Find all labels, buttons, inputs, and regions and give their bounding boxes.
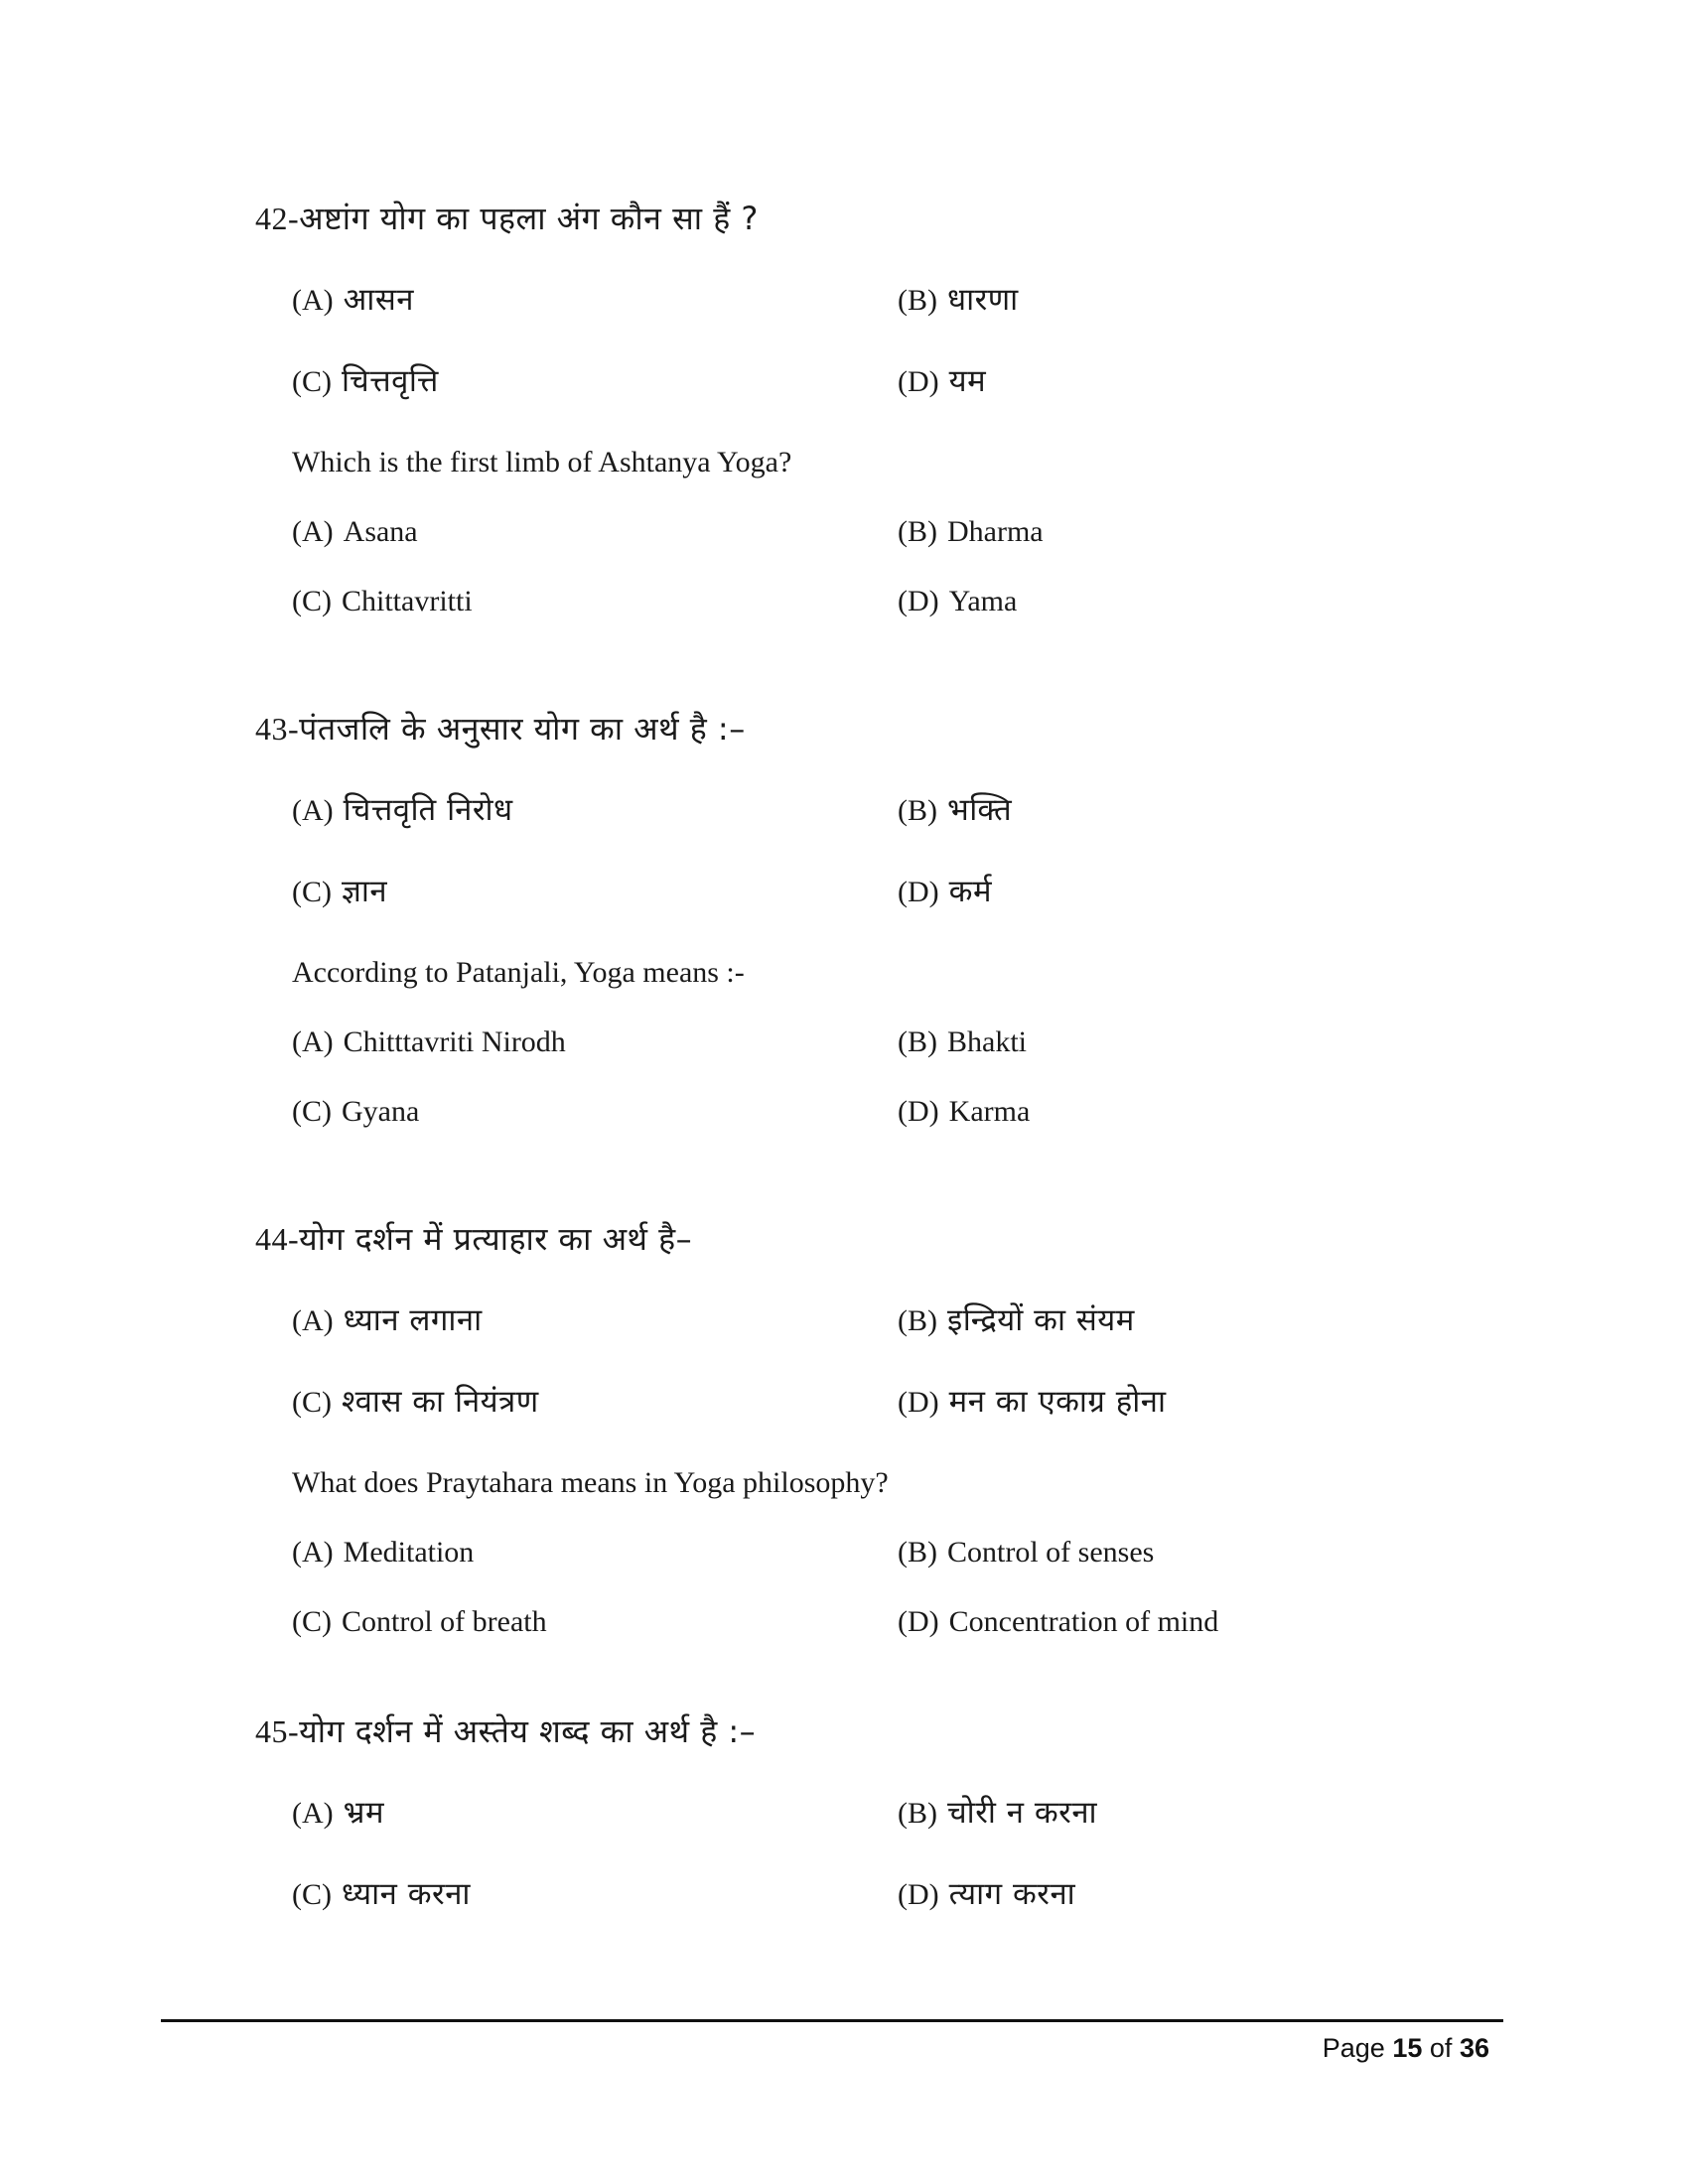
option-a-english: [292, 1023, 566, 1062]
hindi-options-row-1: [255, 280, 1427, 361]
option-letter: (A): [292, 284, 334, 317]
option-d-hindi: [898, 1382, 1167, 1423]
option-c-english: [292, 1092, 419, 1132]
option-b-english: [898, 1533, 1154, 1572]
option-text: चोरी न करना: [947, 1795, 1098, 1831]
option-text: भ्रम: [343, 1795, 384, 1831]
hindi-options-row-2: [255, 1382, 1427, 1463]
option-letter: (C): [292, 1605, 332, 1638]
english-options-row-2: [255, 1092, 1427, 1161]
option-text: श्वास का नियंत्रण: [342, 1384, 539, 1420]
question-number: 45-: [255, 1713, 300, 1749]
option-b-english: [898, 1023, 1027, 1062]
option-letter: (C): [292, 1386, 332, 1419]
english-options-row-2: [255, 1602, 1427, 1672]
option-c-hindi: [292, 361, 439, 402]
option-letter: (A): [292, 1797, 334, 1830]
option-letter: (C): [292, 365, 332, 398]
option-text: इन्द्रियों का संयम: [947, 1302, 1135, 1338]
english-options-row-2: [255, 582, 1427, 651]
question-text-hindi: योग दर्शन में प्रत्याहार का अर्थ है–: [299, 1220, 693, 1258]
option-letter: (A): [292, 1025, 334, 1058]
option-d-hindi: [898, 361, 986, 402]
option-d-english: [898, 1602, 1218, 1642]
option-letter: (C): [292, 1095, 332, 1128]
question-hindi: [255, 1219, 1427, 1300]
question-number: 44-: [255, 1221, 300, 1257]
option-text: Yama: [948, 585, 1018, 617]
question-number: 42-: [255, 201, 300, 236]
option-letter: (B): [898, 515, 937, 548]
option-a-hindi: [292, 1300, 483, 1341]
option-letter: (B): [898, 284, 937, 317]
option-b-hindi: [898, 1793, 1097, 1834]
hindi-options-row-2: [255, 1874, 1427, 1956]
option-a-english: [292, 512, 418, 552]
hindi-options-row-1: [255, 1793, 1427, 1874]
page-label: Page: [1322, 2033, 1385, 2063]
option-letter: (B): [898, 1025, 937, 1058]
option-letter: (B): [898, 1536, 937, 1569]
question-text-english: According to Patanjali, Yoga means :-: [292, 956, 745, 989]
question-number: 43-: [255, 711, 300, 747]
hindi-options-row-1: [255, 1300, 1427, 1382]
option-d-english: [898, 582, 1017, 621]
option-letter: (A): [292, 1304, 334, 1337]
option-letter: (D): [898, 365, 939, 398]
question-text-hindi: अष्टांग योग का पहला अंग कौन सा हैं ?: [299, 200, 759, 237]
option-text: कर्म: [948, 874, 993, 909]
option-text: Bhakti: [947, 1025, 1027, 1058]
hindi-options-row-2: [255, 872, 1427, 953]
option-letter: (C): [292, 1878, 332, 1911]
question-43: [255, 709, 1427, 1161]
option-text: ध्यान लगाना: [343, 1302, 483, 1338]
question-hindi: [255, 199, 1427, 280]
option-b-hindi: [898, 790, 1012, 831]
option-b-hindi: [898, 1300, 1135, 1341]
of-label: of: [1429, 2033, 1453, 2063]
option-text: Gyana: [342, 1095, 420, 1128]
option-c-hindi: [292, 1874, 471, 1915]
option-letter: (D): [898, 1605, 939, 1638]
option-text: मन का एकाग्र होना: [948, 1384, 1167, 1420]
option-a-english: [292, 1533, 474, 1572]
option-text: Chitttavriti Nirodh: [343, 1025, 566, 1058]
question-44: [255, 1219, 1427, 1672]
option-d-hindi: [898, 1874, 1075, 1915]
option-letter: (D): [898, 1878, 939, 1911]
option-text: ज्ञान: [342, 874, 388, 909]
option-b-english: [898, 512, 1044, 552]
option-c-hindi: [292, 1382, 539, 1423]
option-text: Asana: [343, 515, 418, 548]
footer-divider: [161, 2019, 1503, 2022]
option-text: भक्ति: [947, 792, 1013, 828]
option-a-hindi: [292, 790, 513, 831]
option-letter: (D): [898, 1095, 939, 1128]
question-45: [255, 1711, 1427, 1956]
option-text: त्याग करना: [948, 1876, 1076, 1912]
option-letter: (A): [292, 794, 334, 827]
option-text: यम: [948, 363, 987, 399]
page-number: [1323, 2033, 1489, 2064]
current-page: 15: [1392, 2033, 1423, 2063]
option-text: चित्तवृत्ति: [342, 363, 439, 399]
option-text: चित्तवृति निरोध: [343, 792, 513, 828]
english-options-row-1: [255, 512, 1427, 582]
option-text: Concentration of mind: [948, 1605, 1219, 1638]
option-text: Karma: [948, 1095, 1031, 1128]
option-text: आसन: [343, 282, 414, 318]
option-text: Control of senses: [947, 1536, 1155, 1569]
total-pages: 36: [1459, 2033, 1489, 2063]
option-text: Control of breath: [342, 1605, 547, 1638]
option-text: धारणा: [947, 282, 1019, 318]
option-b-hindi: [898, 280, 1019, 321]
option-a-hindi: [292, 280, 414, 321]
option-letter: (B): [898, 1304, 937, 1337]
option-d-hindi: [898, 872, 992, 912]
option-letter: (D): [898, 876, 939, 908]
option-letter: (D): [898, 1386, 939, 1419]
option-c-hindi: [292, 872, 387, 912]
option-letter: (D): [898, 585, 939, 617]
question-hindi: [255, 709, 1427, 790]
option-c-english: [292, 582, 473, 621]
question-hindi: [255, 1711, 1427, 1793]
question-text-hindi: पंतजलि के अनुसार योग का अर्थ है :–: [299, 710, 746, 748]
question-42: [255, 199, 1427, 651]
question-text-english: Which is the first limb of Ashtanya Yoga?: [292, 446, 792, 478]
english-options-row-1: [255, 1533, 1427, 1602]
option-letter: (B): [898, 794, 937, 827]
english-options-row-1: [255, 1023, 1427, 1092]
question-text-english: What does Praytahara means in Yoga philosophy?: [292, 1466, 889, 1499]
option-letter: (B): [898, 1797, 937, 1830]
option-text: Meditation: [343, 1536, 475, 1569]
option-letter: (C): [292, 876, 332, 908]
option-text: Dharma: [947, 515, 1044, 548]
option-letter: (A): [292, 515, 334, 548]
hindi-options-row-2: [255, 361, 1427, 443]
option-d-english: [898, 1092, 1030, 1132]
option-letter: (C): [292, 585, 332, 617]
hindi-options-row-1: [255, 790, 1427, 872]
option-letter: (A): [292, 1536, 334, 1569]
option-text: Chittavritti: [342, 585, 473, 617]
question-text-hindi: योग दर्शन में अस्तेय शब्द का अर्थ है :–: [299, 1712, 757, 1750]
option-text: ध्यान करना: [342, 1876, 471, 1912]
option-a-hindi: [292, 1793, 384, 1834]
option-c-english: [292, 1602, 547, 1642]
